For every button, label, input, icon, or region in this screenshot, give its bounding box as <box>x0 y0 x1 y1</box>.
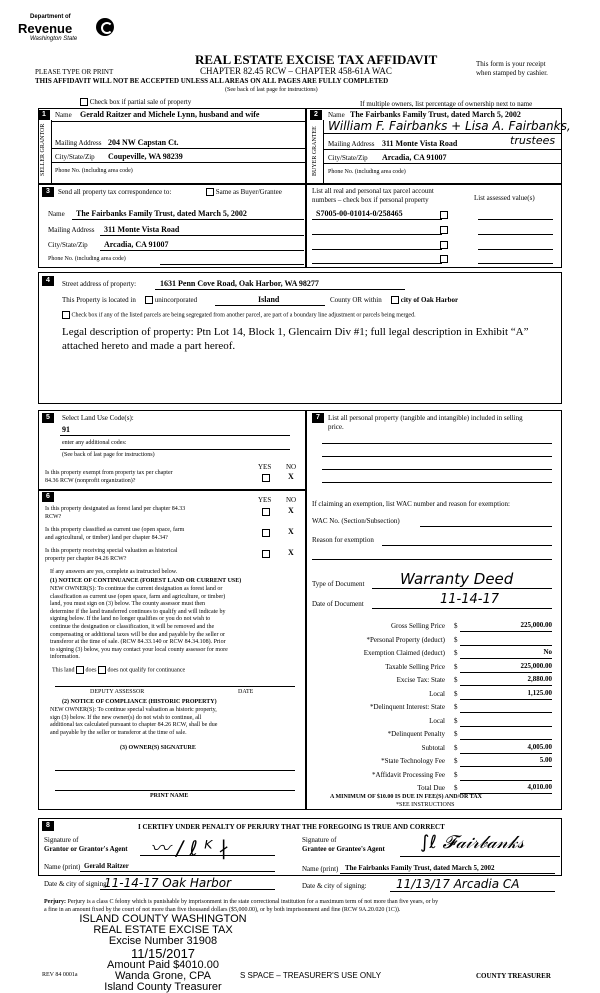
corr-name-label: Name <box>48 210 65 218</box>
buyer-handwritten-trustees: trustees <box>510 134 556 147</box>
tax-row-value: 225,000.00 <box>520 621 552 629</box>
tax-row-currency: $ <box>454 689 458 698</box>
seller-city: Coupeville, WA 98239 <box>108 152 183 161</box>
same-as-buyer-label: Same as Buyer/Grantee <box>215 188 282 196</box>
tax-row-value: 5.00 <box>539 756 552 764</box>
partial-sale[interactable] <box>80 98 191 106</box>
segregated-checkbox[interactable] <box>62 311 70 319</box>
seller-mailing-label: Mailing Address <box>55 139 102 147</box>
notice2-line: and payable by the seller or transferor at the time of sale. <box>50 729 187 736</box>
grantor-date-city-label: Date & city of signing: <box>44 880 109 888</box>
section-number-5: 5 <box>42 413 54 423</box>
tax-row-underline <box>460 766 552 767</box>
tax-row-underline <box>460 699 552 700</box>
grantor-name-label: Name (print) <box>44 863 81 871</box>
buyer-side-label: BUYER GRANTEE <box>312 126 318 176</box>
notice1-text <box>50 586 302 662</box>
tax-row-label: Subtotal <box>421 743 445 752</box>
s6-no: NO <box>286 496 297 504</box>
parcel-personal-checkbox-4[interactable] <box>440 255 448 263</box>
notice1-line: information. <box>50 654 80 661</box>
notice1-line: compensating or additional taxes will be due and payable by the seller or <box>50 631 225 638</box>
legal-description: Legal description of property: Ptn Lot 14, Block 1, Glencairn Div #1; full legal description in Exhibit “A” attached hereto and made a part hereof. <box>62 326 529 352</box>
this-land-label: This land <box>52 667 75 674</box>
tax-row-label: *Delinquent Interest: State <box>369 703 445 711</box>
see-instructions: *SEE INSTRUCTIONS <box>396 802 455 808</box>
tax-row-label: Exemption Claimed (deduct) <box>363 649 445 657</box>
parcel-header-1: List all real and personal tax parcel account <box>312 187 434 195</box>
tax-row-underline <box>460 739 552 740</box>
unincorporated-checkbox[interactable] <box>145 296 153 304</box>
owner-signature-label: (3) OWNER(S) SIGNATURE <box>120 745 196 751</box>
forest-question-2: RCW? <box>45 514 62 520</box>
grantor-sig-label-2: Grantor or Grantor's Agent <box>44 845 128 853</box>
grantee-name: The Fairbanks Family Trust, dated March 5, 2002 <box>345 864 495 872</box>
city-checkbox[interactable] <box>391 296 399 304</box>
notice1-title: (1) NOTICE OF CONTINUANCE (FOREST LAND OR CURRENT USE) <box>50 578 242 584</box>
tax-row-underline <box>460 672 552 673</box>
tax-row-value: 4,005.00 <box>527 742 552 751</box>
see-back: (See back of last page for instructions) <box>225 87 318 93</box>
partial-sale-label: Check box if partial sale of property <box>89 98 192 106</box>
tax-row-label: Local <box>429 716 445 725</box>
form-warning: THIS AFFIDAVIT WILL NOT BE ACCEPTED UNLESS ALL AREAS ON ALL PAGES ARE FULLY COMPLETED <box>35 77 389 85</box>
tax-row-label: Local <box>429 689 445 698</box>
tax-row-underline <box>460 726 552 727</box>
tax-row-underline <box>460 753 552 754</box>
tax-row-currency: $ <box>454 716 458 725</box>
property-street: 1631 Penn Cove Road, Oak Harbor, WA 98277 <box>160 279 319 288</box>
notice2-title: (2) NOTICE OF COMPLIANCE (HISTORIC PROPERTY) <box>62 699 217 705</box>
revenue-logo <box>18 12 128 46</box>
buyer-city: Arcadia, CA 91007 <box>382 153 447 162</box>
seller-mailing: 204 NW Capstan Ct. <box>108 138 179 147</box>
tax-row-value: No <box>543 648 552 656</box>
street-label: Street address of property: <box>62 280 137 288</box>
tax-row-label: Total Due <box>417 784 445 792</box>
tax-row-label: Gross Selling Price <box>390 622 445 630</box>
s6-yes: YES <box>258 496 272 504</box>
certify-statement: I CERTIFY UNDER PENALTY OF PERJURY THAT THE FOREGOING IS TRUE AND CORRECT <box>138 823 445 831</box>
stamp-line: Wanda Grone, CPA <box>115 970 211 982</box>
if-yes-instruction: If any answers are yes, complete as instructed below. <box>50 569 178 575</box>
county-or-within: County OR within <box>330 296 382 304</box>
perjury-text-1: Perjury is a class C felony which is punishable by imprisonment in the state correctional institution for a maximum term of not more than five years, or by <box>67 899 439 905</box>
tax-row-underline <box>460 658 552 659</box>
historic-question-1: Is this property receiving special valuation as historical <box>45 548 178 554</box>
buyer-mailing-label: Mailing Address <box>328 140 375 148</box>
perjury-label: Perjury: <box>44 899 66 905</box>
agency-line2: Revenue <box>18 21 73 36</box>
notice1-line: land, you must sign on (3) below. The county assessor must then <box>50 601 205 608</box>
county-treasurer: COUNTY TREASURER <box>476 972 551 980</box>
tax-row-currency: $ <box>454 622 458 630</box>
grantee-date-city-label: Date & city of signing: <box>302 882 367 890</box>
tax-row-underline <box>460 712 552 713</box>
same-as-buyer-checkbox[interactable] <box>206 188 214 196</box>
located-label: This Property is located in <box>62 296 136 304</box>
tax-row-currency: $ <box>454 676 458 684</box>
continuance-qualify <box>52 666 185 674</box>
notice2-line: additional tax calculated pursuant to chapter 84.26 RCW, shall be due <box>50 722 218 729</box>
current-use-question-1: Is this property classified as current use (open space, farm <box>45 527 185 533</box>
seller-phone-label: Phone No. (including area code) <box>55 168 133 174</box>
tax-row-value: 1,125.00 <box>527 688 552 697</box>
stamp-line: Island County Treasurer <box>104 981 222 993</box>
notice2-line: sign (3) below. If the new owner(s) do not wish to continue, all <box>50 714 202 721</box>
stamp-line: REAL ESTATE EXCISE TAX <box>93 924 233 936</box>
tax-row-label: *Personal Property (deduct) <box>366 635 445 644</box>
personal-property-label-2: price. <box>328 423 344 431</box>
grantee-sig-label-2: Grantee or Grantee's Agent <box>302 845 385 853</box>
reason-label: Reason for exemption <box>312 536 374 544</box>
please-type: PLEASE TYPE OR PRINT <box>35 68 114 76</box>
agency-line1: Department of <box>30 14 71 20</box>
form-title: REAL ESTATE EXCISE TAX AFFIDAVIT <box>195 52 438 67</box>
personal-property-label-1: List all personal property (tangible and intangible) included in selling <box>328 414 523 422</box>
notice1-line: transferor at the time of sale. (RCW 84.33.140 or RCW 84.34.108). Prior <box>50 639 226 646</box>
perjury-line-1 <box>44 899 438 905</box>
receipt-note-2: when stamped by cashier. <box>476 69 548 77</box>
tax-row-value: 2,880.00 <box>527 675 552 683</box>
forest-no-answer: X <box>288 506 294 515</box>
grantor-signature: 〰 ∕ ℓ ᴷ ∤ <box>150 836 229 860</box>
grantee-name-label: Name (print) <box>302 865 339 873</box>
buyer-mailing: 311 Monte Vista Road <box>382 139 458 148</box>
unincorporated-label: unincorporated <box>154 296 198 304</box>
seller-side-label: SELLER GRANTOR <box>40 123 46 176</box>
tax-row-label: Excise Tax: State <box>396 676 445 684</box>
corr-phone-label: Phone No. (including area code) <box>48 256 126 262</box>
parcel-personal-checkbox-3[interactable] <box>440 241 448 249</box>
tax-row-underline <box>460 780 552 781</box>
tax-row-label: *Affidavit Processing Fee <box>372 770 445 779</box>
does-not-label: does not qualify for continuance <box>107 667 186 674</box>
parcel-personal-checkbox-1[interactable] <box>440 211 448 219</box>
parcel-header-2: numbers – check box if personal property <box>312 196 429 204</box>
tax-row-currency: $ <box>454 743 458 752</box>
grantor-date-city: 11-14-17 Oak Harbor <box>104 876 232 890</box>
seller-name: Gerald Raitzer and Michele Lynn, husband and wife <box>80 110 260 119</box>
treasurer-space: S SPACE – TREASURER'S USE ONLY <box>240 971 382 980</box>
unincorporated[interactable] <box>145 296 197 304</box>
tax-row-value: 4,010.00 <box>527 783 552 791</box>
land-use-no: NO <box>286 463 297 471</box>
doc-date: 11-14-17 <box>440 592 500 607</box>
does-checkbox[interactable] <box>76 666 84 674</box>
deputy-assessor-label: DEPUTY ASSESSOR <box>90 689 145 695</box>
grantee-sig-label-1: Signature of <box>302 836 337 844</box>
deputy-date-label: DATE <box>238 689 254 695</box>
corr-name: The Fairbanks Family Trust, dated March 5, 2002 <box>76 209 247 218</box>
historic-no-answer: X <box>288 548 294 557</box>
tax-row-currency: $ <box>454 757 458 765</box>
revenue-logo-icon <box>96 18 114 36</box>
parcel-personal-checkbox-2[interactable] <box>440 226 448 234</box>
tax-row-underline <box>460 631 552 632</box>
historic-question-2: property per chapter 84.26 RCW? <box>45 556 127 562</box>
grantor-name: Gerald Raitzer <box>84 862 129 870</box>
grantee-date-city: 11/13/17 Arcadia CA <box>396 877 520 891</box>
land-use-yes: YES <box>258 463 272 471</box>
notice1-line: determine if the land transferred continues to qualify and will indicate by <box>50 608 226 615</box>
minimum-due: A MINIMUM OF $10.00 IS DUE IN FEE(S) AND/OR TAX <box>330 794 482 800</box>
agency-line3: Washington State <box>30 36 78 42</box>
tax-row-currency: $ <box>454 770 458 779</box>
stamp-line: ISLAND COUNTY WASHINGTON <box>79 913 247 925</box>
land-use-select-label: Select Land Use Code(s): <box>62 414 134 422</box>
print-name-label: PRINT NAME <box>150 793 189 799</box>
tax-row-value: 225,000.00 <box>520 661 552 670</box>
current-use-question-2: and agricultural, or timber) land per chapter 84.34? <box>45 535 168 541</box>
receipt-note-1: This form is your receipt <box>476 60 546 68</box>
historic-yes-checkbox[interactable] <box>262 550 270 558</box>
property-county: Island <box>258 295 280 304</box>
section-number-7: 7 <box>312 413 324 423</box>
notice1-line: to signing (3) below, you may contact your local county assessor for more <box>50 646 228 653</box>
section-number-6: 6 <box>42 492 54 502</box>
exempt-question-2: 84.36 RCW (nonprofit organization)? <box>45 478 136 484</box>
stamp-line: 11/15/2017 <box>130 946 196 961</box>
tax-row-currency: $ <box>454 635 458 644</box>
land-use-code: 91 <box>62 425 70 434</box>
doc-type: Warranty Deed <box>400 570 514 588</box>
section-number-1: 1 <box>38 110 50 120</box>
notice1-line: signing below. If the land no longer qualifies or you do not wish to <box>50 616 211 623</box>
tax-row-underline <box>460 685 552 686</box>
tax-row-underline <box>460 645 552 646</box>
seller-city-label: City/State/Zip <box>55 153 95 161</box>
notice1-line: classification as current use (open space, farm and agriculture, or timber) <box>50 593 226 600</box>
partial-sale-checkbox[interactable] <box>80 98 88 106</box>
exempt-question-1: Is this property exempt from property tax per chapter <box>45 470 173 476</box>
section-number-4: 4 <box>42 276 54 286</box>
buyer-city-label: City/State/Zip <box>328 154 368 162</box>
send-correspondence-label: Send all property tax correspondence to: <box>58 188 172 196</box>
doc-type-label: Type of Document <box>312 580 365 588</box>
does-not-checkbox[interactable] <box>98 666 106 674</box>
form-chapter: CHAPTER 82.45 RCW – CHAPTER 458-61A WAC <box>200 66 392 76</box>
treasurer-stamp <box>78 914 248 993</box>
assessed-label: List assessed value(s) <box>474 194 535 202</box>
section-number-2: 2 <box>310 110 322 120</box>
does-label: does <box>85 667 97 674</box>
stamp-line: Amount Paid $4010.00 <box>107 959 219 971</box>
tax-row-currency: $ <box>454 662 458 671</box>
multiple-owners: If multiple owners, list percentage of ownership next to name <box>360 100 533 108</box>
city-of-label: city of Oak Harbor <box>400 296 459 304</box>
rev-number: REV 84 0001a <box>42 972 78 978</box>
forest-question-1: Is this property designated as forest land per chapter 84.33 <box>45 506 186 512</box>
exempt-no-answer: X <box>288 472 294 481</box>
same-as-buyer[interactable] <box>206 188 282 196</box>
wac-label: WAC No. (Section/Subsection) <box>312 517 400 525</box>
corr-city-label: City/State/Zip <box>48 241 88 249</box>
notice1-line: continue the designation or classification, it will be removed and the <box>50 623 215 630</box>
corr-mailing: 311 Monte Vista Road <box>104 225 180 234</box>
land-use-see-back: (See back of last page for instructions) <box>62 452 155 458</box>
tax-row-currency: $ <box>454 703 458 711</box>
current-use-no-answer: X <box>288 527 294 536</box>
perjury-line-2: a fine in an amount fixed by the court of not more than five thousand dollars ($5,000.00), or by both imprisonment and fine (RCW 9A.20.020 (1C)). <box>44 907 401 913</box>
city-of[interactable] <box>391 296 458 304</box>
segregated-label: Check box if any of the listed parcels are being segregated from another parcel, are part of a boundary line adjustment or parcels being merged. <box>71 312 416 319</box>
notice2-line: NEW OWNER(S): To continue special valuation as historic property, <box>50 707 217 713</box>
buyer-phone-label: Phone No. (including area code) <box>328 169 406 175</box>
section-number-3: 3 <box>42 187 54 197</box>
buyer-handwritten-names: William F. Fairbanks + Lisa A. Fairbanks, <box>328 119 571 133</box>
current-use-yes-checkbox[interactable] <box>262 529 270 537</box>
buyer-name: The Fairbanks Family Trust, dated March 5, 2002 <box>350 110 521 119</box>
notice2-text <box>50 707 302 737</box>
doc-date-label: Date of Document <box>312 600 364 608</box>
buyer-name-label: Name <box>328 111 345 119</box>
exempt-yes-checkbox[interactable] <box>262 474 270 482</box>
exemption-claim-label: If claiming an exemption, list WAC number and reason for exemption: <box>312 500 510 508</box>
land-use-additional: enter any additional codes: <box>62 440 127 446</box>
tax-row-currency: $ <box>454 784 458 792</box>
seller-name-label: Name <box>55 111 72 119</box>
forest-yes-checkbox[interactable] <box>262 508 270 516</box>
tax-row-currency: $ <box>454 730 458 738</box>
parcel-number: S7005-00-01014-0/258465 <box>316 209 403 218</box>
corr-city: Arcadia, CA 91007 <box>104 240 169 249</box>
notice1-line: NEW OWNER(S): To continue the current designation as forest land or <box>50 586 223 592</box>
segregated[interactable] <box>62 311 416 319</box>
stamp-line: Excise Number 31908 <box>108 935 218 947</box>
tax-row-label: *State Technology Fee <box>381 757 445 765</box>
grantor-sig-label-1: Signature of <box>44 836 79 844</box>
section-number-8: 8 <box>42 821 54 831</box>
tax-row-currency: $ <box>454 649 458 657</box>
corr-mailing-label: Mailing Address <box>48 226 95 234</box>
grantee-signature: ∫ℓ 𝓕𝒶𝒾𝓇𝒷𝒶𝓃𝓀𝓈 <box>420 832 524 853</box>
tax-row-label: *Delinquent Penalty <box>387 730 445 738</box>
tax-row-label: Taxable Selling Price <box>385 662 445 671</box>
